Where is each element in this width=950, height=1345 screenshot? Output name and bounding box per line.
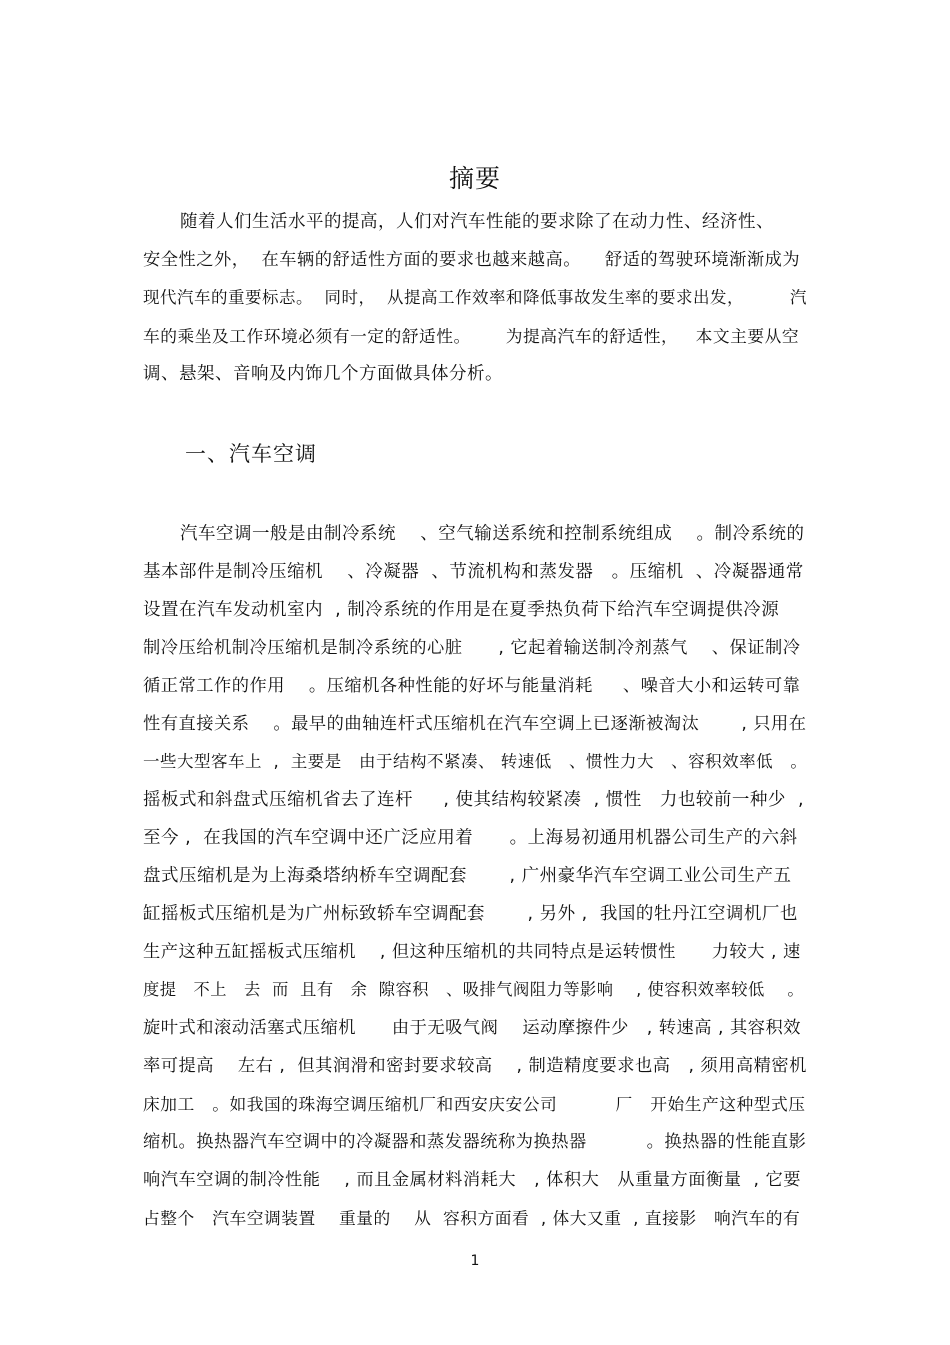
- body-line: 基本部件是制冷压缩机 、冷凝器 、节流机构和蒸发器 。压缩机 、冷凝器通常: [143, 562, 804, 582]
- abstract-line: 现代汽车的重要标志。 同时， 从提高工作效率和降低事故发生率的要求出发， 汽: [143, 288, 807, 307]
- page-title: 摘要: [448, 164, 501, 193]
- abstract-line: 安全性之外， 在车辆的舒适性方面的要求也越来越高。 舒适的驾驶环境渐渐成为: [143, 250, 801, 270]
- body-line: 缩机。换热器汽车空调中的冷凝器和蒸发器统称为换热器 。换热器的性能直影: [143, 1132, 807, 1152]
- body-line: 一些大型客车上 , 主要是 由于结构不紧凑、 转速低 、惯性力大 、容积效率低 。: [143, 752, 808, 771]
- body-line: 性有直接关系 。最早的曲轴连杆式压缩机在汽车空调上已逐渐被淘汰 , 只用在: [143, 714, 807, 734]
- body-line: 生产这种五缸摇板式压缩机 , 但这种压缩机的共同特点是运转惯性 力较大 , 速: [143, 942, 801, 962]
- page-number: 1: [470, 1253, 480, 1269]
- body-line: 摇板式和斜盘式压缩机省去了连杆 , 使其结构较紧凑 , 惯性 力也较前一种少 ,: [143, 790, 805, 810]
- body-line: 度提 不上 去 而 且有 余 隙容积 、吸排气阀阻力等影响 , 使容积效率较低 。: [143, 980, 805, 999]
- body-line: 设置在汽车发动机室内 , 制冷系统的作用是在夏季热负荷下给汽车空调提供冷源: [143, 600, 780, 620]
- body-line: 响汽车空调的制冷性能 , 而且金属材料消耗大 , 体积大 从重量方面衡量 , 它要: [143, 1170, 801, 1190]
- abstract-line: 车的乘坐及工作环境必须有一定的舒适性。 为提高汽车的舒适性， 本文主要从空: [143, 326, 800, 346]
- body-line: 至今 , 在我国的汽车空调中还广泛应用着 。上海易初通用机器公司生产的六斜: [143, 828, 798, 848]
- body-line: 占整个 汽车空调装置 重量的 从 容积方面看 , 体大又重 , 直接影 响汽车的有: [143, 1208, 801, 1228]
- body-line: 制冷压给机制冷压缩机是制冷系统的心脏 , 它起着输送制冷剂蒸气 、保证制冷: [143, 638, 801, 658]
- body-line: 循正常工作的作用 。压缩机各种性能的好坏与能量消耗 、噪音大小和运转可靠: [143, 676, 801, 696]
- body-line: 床加工 。如我国的珠海空调压缩机厂和西安庆安公司 厂 开始生产这种型式压: [143, 1094, 806, 1114]
- body-line: 率可提高 左右 , 但其润滑和密封要求较高 , 制造精度要求也高 , 须用高精密机: [143, 1056, 807, 1076]
- abstract-line: 调、悬架、音响及内饰几个方面做具体分析。: [143, 364, 503, 384]
- body-line: 盘式压缩机是为上海桑塔纳桥车空调配套 , 广州豪华汽车空调工业公司生产五: [143, 866, 792, 886]
- body-line: 缸摇板式压缩机是为广州标致轿车空调配套 , 另外 , 我国的牡丹江空调机厂也: [143, 904, 798, 924]
- body-line: 汽车空调一般是由制冷系统 、空气输送系统和控制系统组成 。制冷系统的: [180, 524, 805, 544]
- abstract-line: 随着人们生活水平的提高，人们对汽车性能的要求除了在动力性、经济性、: [180, 212, 774, 232]
- body-line: 旋叶式和滚动活塞式压缩机 由于无吸气阀 运动摩擦件少 , 转速高 , 其容积效: [143, 1018, 801, 1038]
- section-heading: 一、汽车空调: [185, 442, 317, 466]
